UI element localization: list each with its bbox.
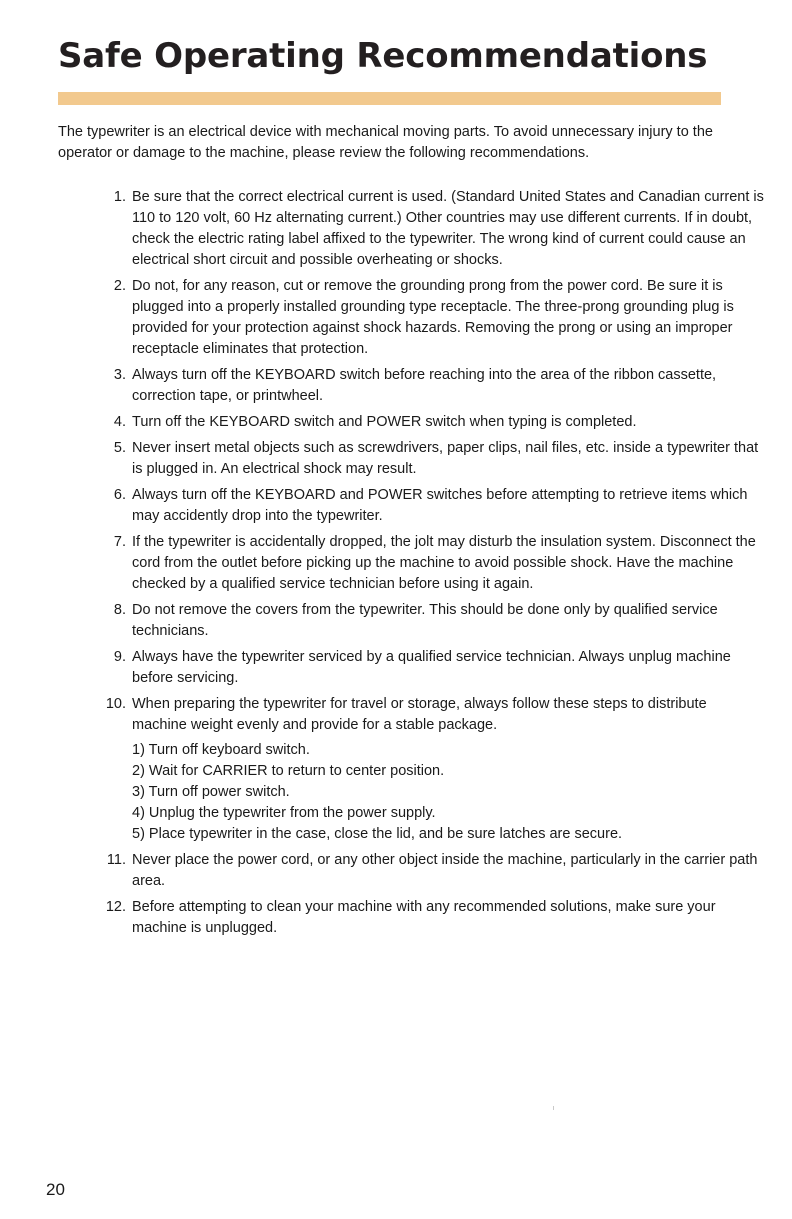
recommendation-item: [58, 485, 764, 527]
page-number: 20: [46, 1180, 65, 1199]
item-text: If the typewriter is accidentally dropped, the jolt may disturb the insulation system. Disconnect the cord from the outlet before picking up the machine to avoid possible shock. Have the machine checked by a qualified service technician before using it again.: [132, 534, 756, 592]
item-text: Do not, for any reason, cut or remove the grounding prong from the power cord. Be sure it is plugged into a properly installed grounding type receptacle. The three-prong grounding plug is provided for your protection against shock hazards. Removing the prong or using an improper receptacle eliminates that protection.: [132, 278, 734, 357]
recommendation-item: [58, 276, 764, 360]
item-number: 9.: [113, 649, 126, 665]
item-number: 1.: [113, 189, 126, 205]
item-text: Always have the typewriter serviced by a qualified service technician. Always unplug machine before servicing.: [132, 649, 731, 686]
recommendation-item: [58, 438, 764, 480]
intro-paragraph: The typewriter is an electrical device with mechanical moving parts. To avoid unnecessary injury to the operator or damage to the machine, please review the following recommendations.: [58, 124, 713, 161]
storage-step: 5) Place typewriter in the case, close the lid, and be sure latches are secure.: [132, 826, 623, 842]
item-number: 4.: [113, 414, 126, 430]
item-number: 11.: [106, 852, 126, 868]
recommendation-item: [58, 897, 764, 939]
item-text: When preparing the typewriter for travel or storage, always follow these steps to distribute machine weight evenly and provide for a stable package.: [132, 696, 707, 733]
storage-step: 4) Unplug the typewriter from the power supply.: [132, 805, 436, 821]
item-number: 8.: [113, 602, 126, 618]
item-text: Turn off the KEYBOARD switch and POWER switch when typing is completed.: [132, 414, 637, 430]
item-number: 3.: [113, 367, 126, 383]
item-number: 5.: [113, 440, 126, 456]
recommendation-item: [58, 365, 764, 407]
print-speck: [553, 1106, 554, 1110]
item-number: 7.: [113, 534, 126, 550]
storage-steps-list: [132, 740, 764, 845]
item-text: Always turn off the KEYBOARD switch before reaching into the area of the ribbon cassette, correction tape, or printwheel.: [132, 367, 717, 404]
storage-step: 3) Turn off power switch.: [132, 784, 290, 800]
recommendation-item: [58, 532, 764, 595]
recommendation-item: [58, 600, 764, 642]
item-text: Before attempting to clean your machine with any recommended solutions, make sure your machine is unplugged.: [132, 899, 716, 936]
item-text: Do not remove the covers from the typewriter. This should be done only by qualified service technicians.: [132, 602, 718, 639]
item-number: 10.: [105, 696, 126, 712]
recommendation-item: [58, 647, 764, 689]
item-text: Never place the power cord, or any other object inside the machine, particularly in the carrier path area.: [132, 852, 758, 889]
item-text: Never insert metal objects such as screwdrivers, paper clips, nail files, etc. inside a typewriter that is plugged in. An electrical shock may result.: [132, 440, 759, 477]
storage-step: 2) Wait for CARRIER to return to center position.: [132, 763, 445, 779]
item-text: Be sure that the correct electrical current is used. (Standard United States and Canadian current is 110 to 120 volt, 60 Hz alternating current.) Other countries may use different currents. If in doubt, check the electric rating label affixed to the typewriter. The wrong kind of current could cause an electrical short circuit and possible overheating or shocks.: [132, 189, 764, 268]
recommendation-item: [58, 694, 764, 845]
page-title: Safe Operating Recommendations: [58, 36, 708, 76]
recommendations-list: [58, 187, 764, 944]
item-number: 6.: [113, 487, 126, 503]
recommendation-item: [58, 850, 764, 892]
item-text: Always turn off the KEYBOARD and POWER switches before attempting to retrieve items which may accidently drop into the typewriter.: [132, 487, 748, 524]
item-number: 2.: [113, 278, 126, 294]
storage-step: 1) Turn off keyboard switch.: [132, 742, 310, 758]
recommendation-item: [58, 412, 764, 433]
title-highlight-band: [58, 92, 721, 105]
item-content: [132, 694, 764, 845]
item-number: 12.: [105, 899, 126, 915]
recommendation-item: [58, 187, 764, 271]
